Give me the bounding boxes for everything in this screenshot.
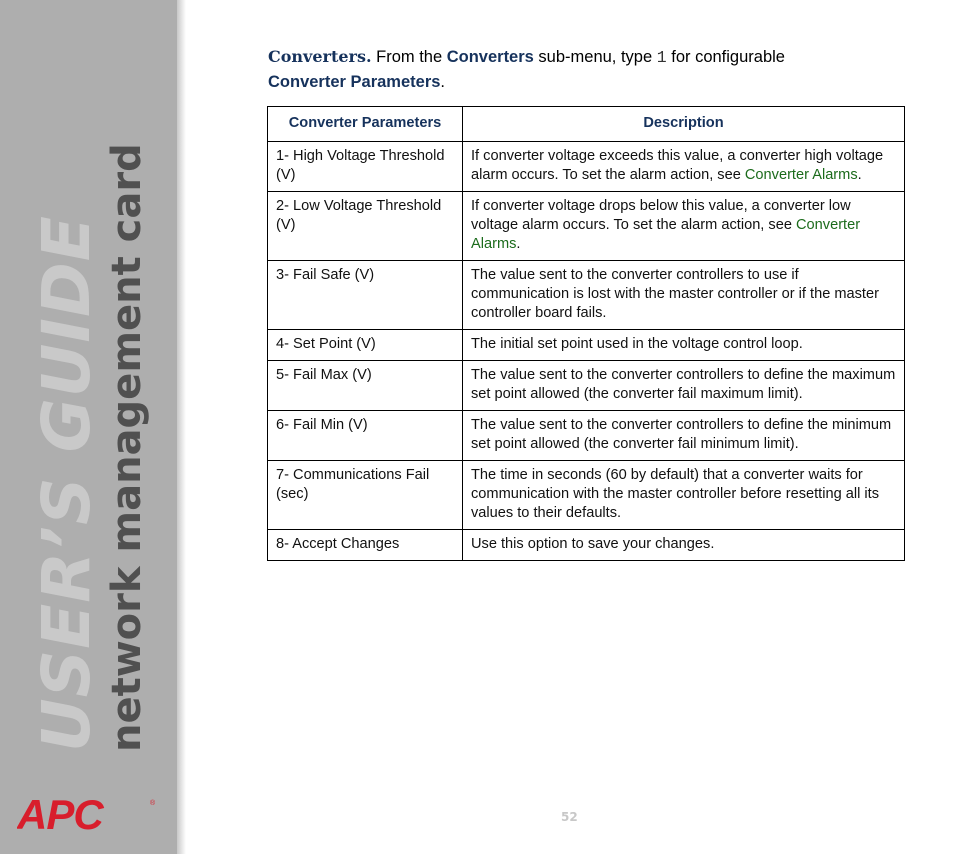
table-row [268, 142, 905, 192]
intro-end: . [440, 73, 446, 91]
sidebar-title: USER’S GUIDE [28, 215, 105, 752]
table-row [268, 330, 905, 361]
table-header-row [268, 107, 905, 142]
registered-mark: ® [150, 800, 156, 807]
table-row [268, 192, 905, 261]
sidebar-subtitle: network management card [104, 143, 150, 752]
table-row [268, 361, 905, 411]
description-cell: The value sent to the converter controllers to define the maximum set point allowed (the converter fail maximum limit). [463, 361, 905, 411]
apc-logo-text: APC [17, 795, 103, 833]
table-row [268, 530, 905, 561]
description-text: If converter voltage drops below this value, a converter low voltage alarm occurs. To set the alarm action, see [471, 198, 851, 233]
description-cell [463, 142, 905, 192]
converter-parameters-table [267, 106, 905, 561]
intro-paragraph [268, 45, 908, 94]
param-cell: 2- Low Voltage Threshold (V) [268, 192, 463, 261]
description-cell: The time in seconds (60 by default) that a converter waits for communication with the master controller before resetting all its values to their defaults. [463, 461, 905, 530]
description-text: If converter voltage exceeds this value, a converter high voltage alarm occurs. To set the alarm action, see [471, 148, 884, 183]
description-cell: The value sent to the converter controllers to define the minimum set point allowed (the converter fail minimum limit). [463, 411, 905, 461]
column-header-description: Description [463, 107, 905, 142]
param-cell: 1- High Voltage Threshold (V) [268, 142, 463, 192]
description-end: . [516, 236, 521, 252]
apc-logo [17, 795, 157, 833]
params-label: Converter Parameters [268, 73, 441, 91]
param-cell: 8- Accept Changes [268, 530, 463, 561]
table-row [268, 461, 905, 530]
param-cell: 4- Set Point (V) [268, 330, 463, 361]
submenu-name: Converters [446, 48, 534, 66]
converter-alarms-link[interactable]: Converter Alarms [471, 217, 861, 252]
description-cell: Use this option to save your changes. [463, 530, 905, 561]
table-row [268, 261, 905, 330]
intro-text-3: for configurable [666, 48, 785, 66]
section-lead: Converters. [268, 47, 372, 66]
param-cell: 5- Fail Max (V) [268, 361, 463, 411]
description-cell: The initial set point used in the voltage control loop. [463, 330, 905, 361]
column-header-parameters: Converter Parameters [268, 107, 463, 142]
param-cell: 3- Fail Safe (V) [268, 261, 463, 330]
description-cell [463, 192, 905, 261]
converter-alarms-link[interactable]: Converter Alarms [744, 167, 858, 183]
intro-text-1: From the [371, 48, 447, 66]
param-cell: 7- Communications Fail (sec) [268, 461, 463, 530]
menu-option-code: 1 [656, 48, 667, 67]
table-row [268, 411, 905, 461]
description-cell: The value sent to the converter controllers to use if communication is lost with the master controller or if the master controller board fails. [463, 261, 905, 330]
page-number: 52 [561, 810, 578, 824]
sidebar [0, 0, 177, 854]
param-cell: 6- Fail Min (V) [268, 411, 463, 461]
description-end: . [857, 167, 862, 183]
intro-text-2: sub-menu, type [533, 48, 657, 66]
sidebar-shadow [177, 0, 186, 854]
